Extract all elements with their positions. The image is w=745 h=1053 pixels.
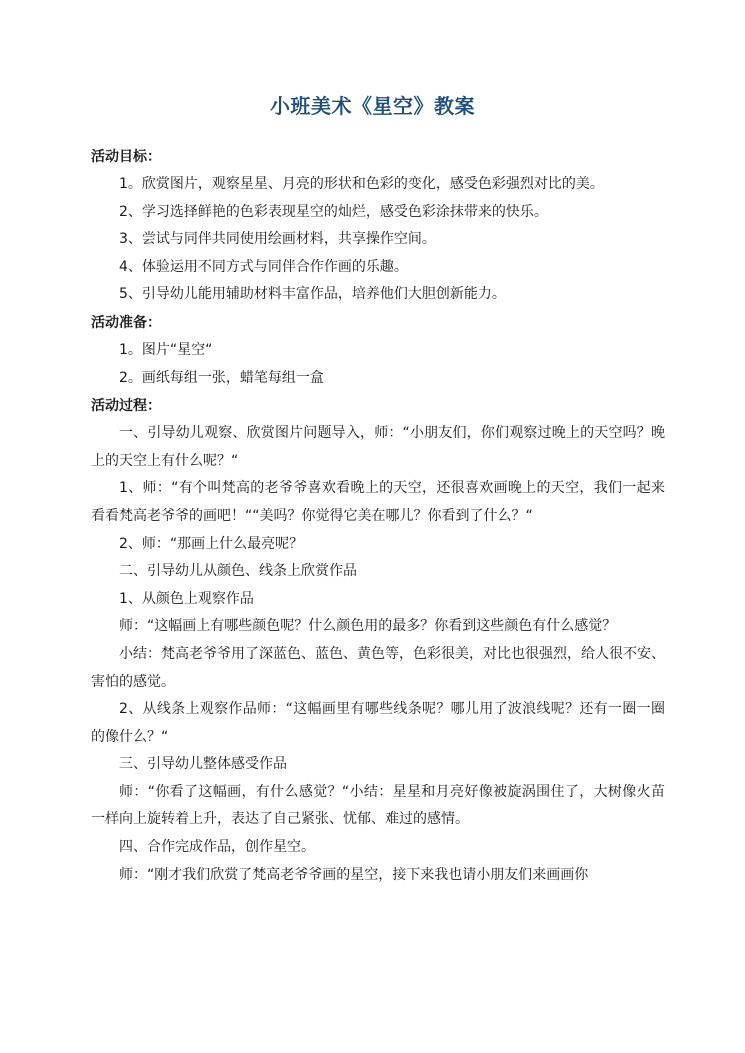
goal-item: 2、学习选择鲜艳的色彩表现星空的灿烂，感受色彩涂抹带来的快乐。: [119, 203, 548, 220]
process-paragraph: 师：“刚才我们欣赏了梵高老爷爷画的星空，接下来我也请小朋友们来画画你: [119, 866, 589, 883]
process-paragraph: 1、从颜色上观察作品: [119, 590, 254, 607]
process-paragraph: 小结：梵高老爷爷用了深蓝色、蓝色、黄色等，色彩很美，对比也很强烈，给人很不安、害怕的感觉。: [91, 645, 665, 690]
preparation-item: 1。图片“星空“: [119, 341, 213, 358]
process-paragraph: 三、引导幼儿整体感受作品: [119, 756, 287, 773]
goal-item: 3、尝试与同伴共同使用绘画材料，共享操作空间。: [119, 231, 436, 248]
goal-item: 5、引导幼儿能用辅助材料丰富作品，培养他们大胆创新能力。: [119, 286, 506, 303]
process-paragraph: 师：“这幅画上有哪些颜色呢？什么颜色用的最多？你看到这些颜色有什么感觉？: [119, 618, 617, 635]
process-paragraph: 一、引导幼儿观察、欣赏图片问题导入，师：“小朋友们，你们观察过晚上的天空吗？晚上的天空上有什么呢？“: [91, 425, 665, 469]
goal-item: 4、体验运用不同方式与同伴合作作画的乐趣。: [119, 258, 408, 275]
section-heading-goals: 活动目标：: [91, 149, 161, 165]
goal-item: 1。欣赏图片，观察星星、月亮的形状和色彩的变化，感受色彩强烈对比的美。: [119, 176, 604, 192]
page-title: 小班美术《星空》教案: [270, 94, 475, 118]
document-body: [91, 143, 665, 889]
section-heading-preparation: 活动准备：: [91, 314, 161, 331]
process-paragraph: 2、从线条上观察作品师：“这幅画里有哪些线条呢？哪儿用了波浪线呢？还有一圈一圈的像什么？“: [91, 701, 665, 745]
process-paragraph: 四、合作完成作品，创作星空。: [119, 839, 315, 856]
process-paragraph: 1、师：“有个叫梵高的老爷爷喜欢看晚上的天空，还很喜欢画晚上的天空，我们一起来看看梵高老爷爷的画吧！““美吗？你觉得它美在哪儿？你看到了什么？“: [91, 480, 665, 524]
preparation-item: 2。画纸每组一张，蜡笔每组一盒: [119, 369, 324, 386]
section-heading-process: 活动过程：: [91, 398, 161, 415]
process-paragraph: 二、引导幼儿从颜色、线条上欣赏作品: [119, 563, 357, 580]
process-paragraph: 2、师：“那画上什么最亮呢？: [119, 535, 304, 552]
process-paragraph: 师：“你看了这幅画，有什么感觉？“小结：星星和月亮好像被旋涡围住了，大树像火苗一样向上旋转着上升，表达了自己紧张、忧郁、难过的感情。: [91, 783, 665, 828]
